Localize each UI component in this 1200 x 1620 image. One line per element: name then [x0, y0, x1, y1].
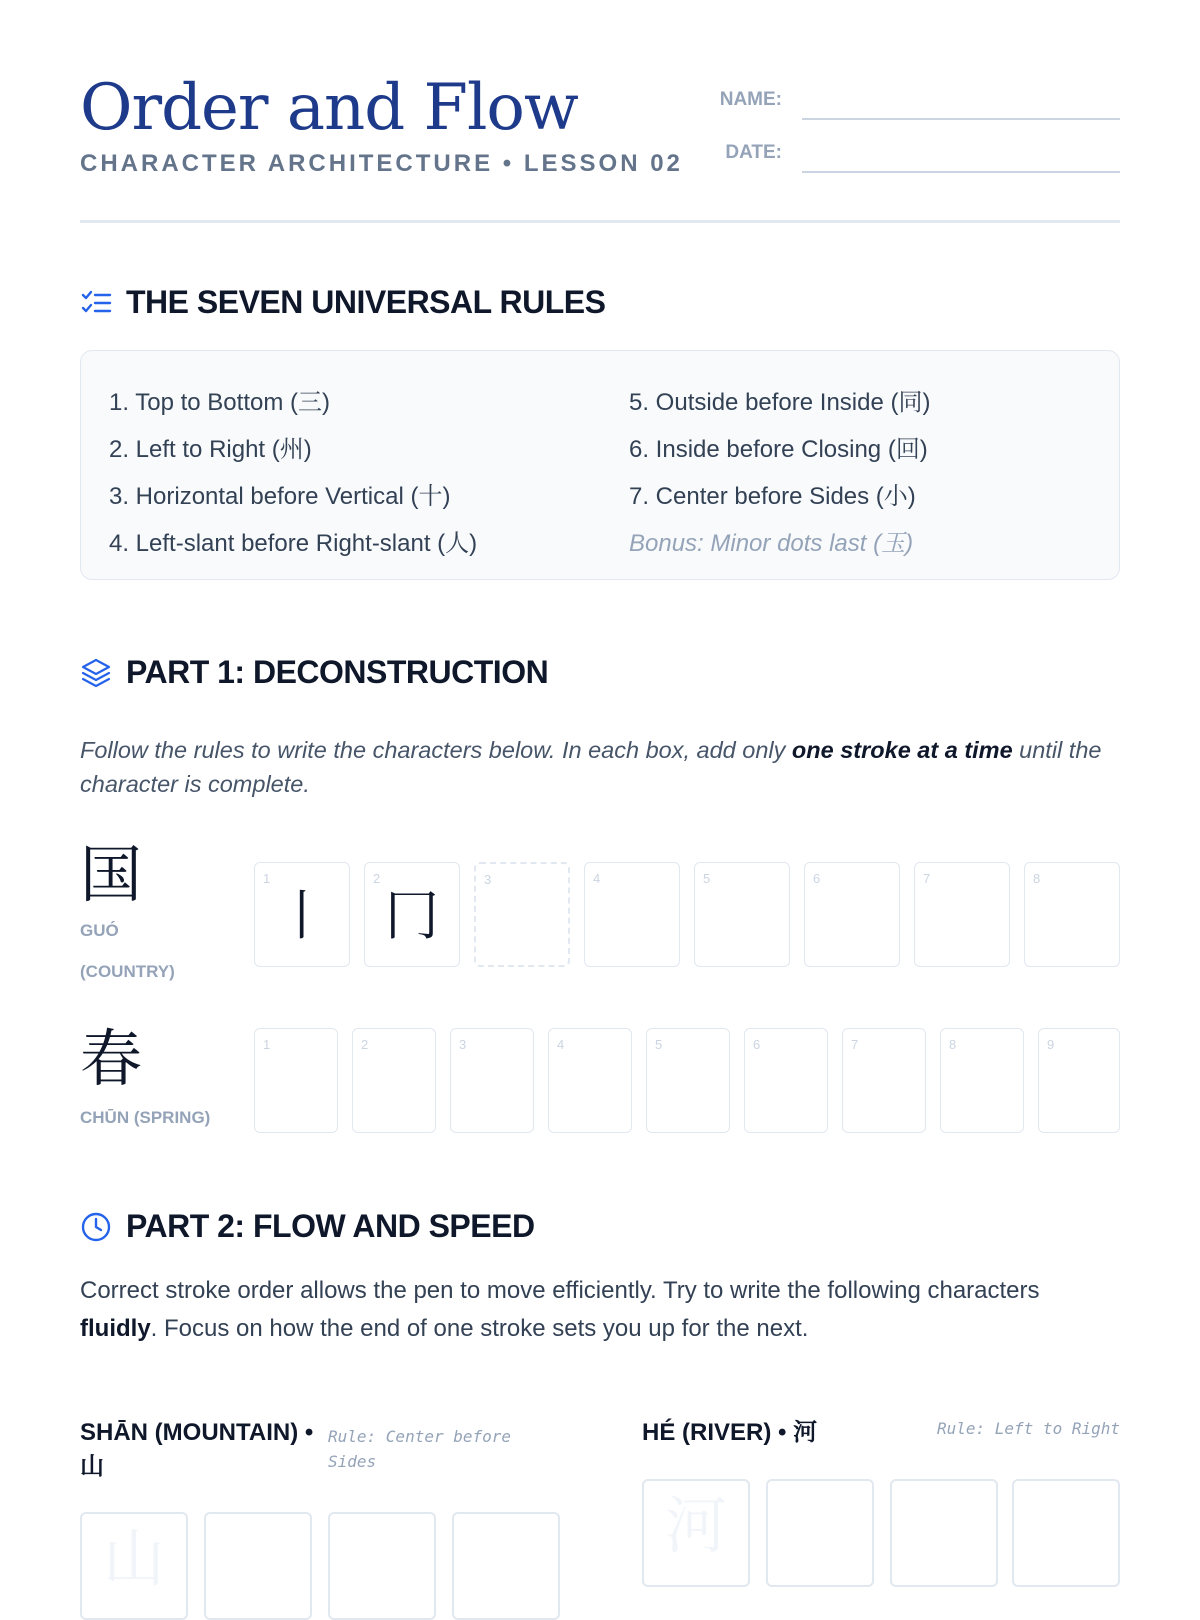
stroke-box[interactable] — [364, 862, 460, 967]
layers-icon — [80, 657, 112, 689]
stroke-box[interactable] — [804, 862, 900, 967]
rule-bonus: Bonus: Minor dots last (玉) — [629, 530, 914, 557]
box-number: 2 — [373, 871, 381, 886]
box-number: 5 — [655, 1037, 663, 1052]
practice-box[interactable] — [1012, 1479, 1120, 1587]
stroke-box[interactable] — [254, 862, 350, 967]
rules-heading-text: THE SEVEN UNIVERSAL RULES — [126, 284, 606, 320]
name-field[interactable] — [802, 118, 1120, 120]
rule-item: 5. Outside before Inside (同) — [629, 389, 931, 416]
box-number: 7 — [851, 1037, 859, 1052]
page-subtitle: CHARACTER ARCHITECTURE • LESSON 02 — [80, 150, 683, 177]
stroke-box[interactable] — [914, 862, 1010, 967]
box-number: 7 — [923, 871, 931, 886]
character-gloss: CHŪN (SPRING) — [80, 1108, 211, 1127]
stroke-glyph: 冂 — [385, 884, 439, 947]
stroke-box[interactable] — [584, 862, 680, 967]
header-divider — [80, 220, 1120, 223]
stroke-box[interactable] — [254, 1028, 338, 1133]
rule-item: 4. Left-slant before Right-slant (人) — [109, 530, 478, 557]
stroke-glyph: 丨 — [275, 884, 329, 947]
practice-box-guide[interactable] — [642, 1479, 750, 1587]
practice-box[interactable] — [204, 1512, 312, 1620]
box-number: 1 — [263, 1037, 271, 1052]
box-number: 3 — [459, 1037, 467, 1052]
part2-heading — [80, 1208, 535, 1245]
practice-rule-mountain: Rule: Center before Sides — [328, 1427, 512, 1471]
stroke-box[interactable] — [940, 1028, 1024, 1133]
part1-instructions: Follow the rules to write the characters below. In each box, add only one stroke at a time until the character is complete. — [80, 737, 1102, 797]
rule-item: 7. Center before Sides (小) — [629, 483, 916, 510]
stroke-box[interactable] — [744, 1028, 828, 1133]
box-number: 1 — [263, 871, 271, 886]
date-field[interactable] — [802, 171, 1120, 173]
part1-heading-text: PART 1: DECONSTRUCTION — [126, 654, 549, 690]
target-character: 国 — [80, 838, 143, 911]
character-gloss: GUÓ — [80, 921, 119, 940]
target-character: 春 — [80, 1022, 143, 1095]
rule-item: 3. Horizontal before Vertical (十) — [109, 483, 451, 510]
box-number: 4 — [593, 871, 601, 886]
box-number: 6 — [753, 1037, 761, 1052]
stroke-box[interactable] — [694, 862, 790, 967]
stroke-box-active[interactable] — [474, 862, 570, 967]
ghost-character: 河 — [664, 1489, 727, 1562]
part2-heading-text: PART 2: FLOW AND SPEED — [126, 1208, 535, 1244]
ghost-character: 山 — [102, 1522, 165, 1595]
part2-instructions: Correct stroke order allows the pen to move efficiently. Try to write the following characters fluidly. Focus on how the end of one stroke sets you up for the next. — [80, 1277, 1040, 1342]
practice-rule-river: Rule: Left to Right — [936, 1419, 1120, 1438]
practice-box-guide[interactable] — [80, 1512, 188, 1620]
name-label: NAME: — [719, 89, 782, 110]
stroke-box[interactable] — [842, 1028, 926, 1133]
box-number: 5 — [703, 871, 711, 886]
stroke-box[interactable] — [450, 1028, 534, 1133]
box-number: 4 — [557, 1037, 565, 1052]
practice-title-river: HÉ (RIVER) • 河 — [642, 1419, 818, 1446]
stroke-box[interactable] — [548, 1028, 632, 1133]
rule-item: 2. Left to Right (州) — [109, 436, 312, 463]
practice-box[interactable] — [328, 1512, 436, 1620]
box-number: 9 — [1047, 1037, 1055, 1052]
rule-item: 1. Top to Bottom (三) — [109, 389, 330, 416]
checklist-icon — [80, 287, 112, 319]
rules-box — [80, 350, 1120, 580]
box-number: 3 — [484, 872, 492, 887]
practice-box[interactable] — [766, 1479, 874, 1587]
stroke-box[interactable] — [352, 1028, 436, 1133]
rules-section-heading — [80, 284, 605, 321]
stroke-box[interactable] — [1038, 1028, 1120, 1133]
stroke-box[interactable] — [1024, 862, 1120, 967]
rule-item: 6. Inside before Closing (回) — [629, 436, 928, 463]
box-number: 8 — [949, 1037, 957, 1052]
box-number: 8 — [1033, 871, 1041, 886]
practice-title-mountain: SHĀN (MOUNTAIN) • 山 — [80, 1419, 314, 1480]
date-label: DATE: — [725, 142, 782, 163]
box-number: 2 — [361, 1037, 369, 1052]
practice-box[interactable] — [452, 1512, 560, 1620]
clock-icon — [80, 1211, 112, 1243]
part1-heading — [80, 654, 548, 691]
box-number: 6 — [813, 871, 821, 886]
stroke-box[interactable] — [646, 1028, 730, 1133]
character-gloss: (COUNTRY) — [80, 962, 175, 981]
page-title: Order and Flow — [80, 71, 578, 145]
practice-box[interactable] — [890, 1479, 998, 1587]
